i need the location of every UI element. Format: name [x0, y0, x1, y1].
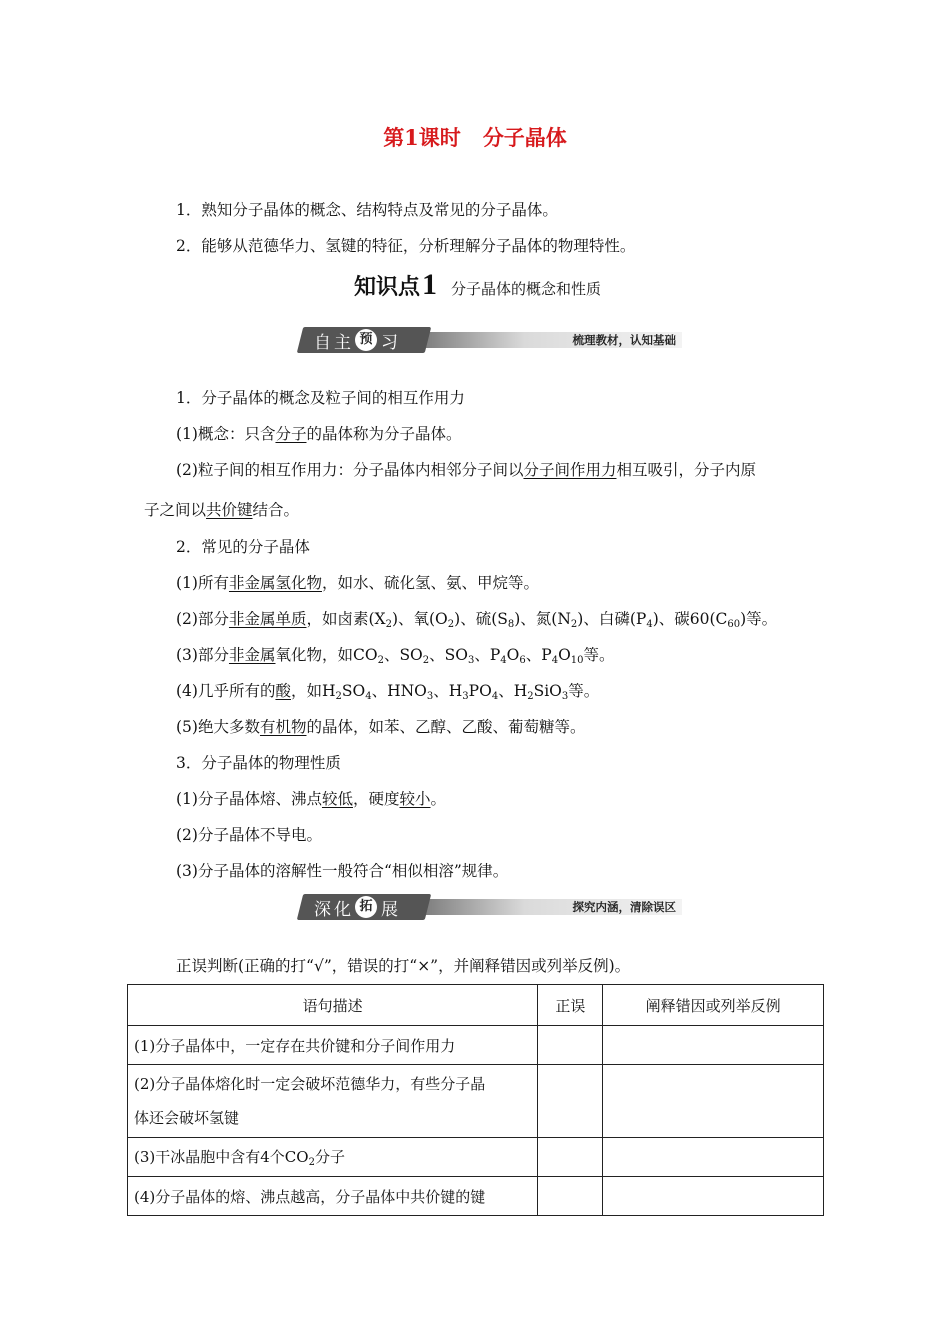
explanation-cell[interactable] [603, 1177, 824, 1216]
page-title [0, 122, 950, 152]
s2-item-5: (5)绝大多数有机物的晶体，如苯、乙醇、乙酸、葡萄糖等。 [176, 718, 586, 736]
answer-underline: 有机物 [259, 718, 307, 736]
lesson-topic: 分子晶体 [482, 125, 567, 150]
banner-title [314, 328, 401, 352]
verdict-cell[interactable] [538, 1065, 603, 1138]
verdict-cell[interactable] [538, 1026, 603, 1065]
knowledge-point-subtitle: 分子晶体的概念和性质 [451, 280, 602, 298]
s2-item-3: (3)部分非金属氧化物，如$CO_2$、$SO_2$、$SO_3$、$P_4O_6$、$P_4O_{10}$等。 [176, 646, 615, 666]
s3-item-1: (1)分子晶体熔、沸点较低，硬度较小。 [176, 790, 447, 808]
statement-cell: (2)分子晶体熔化时一定会破坏范德华力，有些分子晶 体还会破坏氢键 [128, 1065, 538, 1138]
statement-cell: (3)干冰晶胞中含有4个$CO_2$分子 [128, 1138, 538, 1177]
s3-heading: 3．分子晶体的物理性质 [176, 754, 341, 772]
knowledge-point-heading [354, 268, 601, 302]
answer-underline: 非金属 [228, 646, 276, 664]
banner-title-b: 习 [381, 332, 401, 353]
statement-cell: (4)分子晶体的熔、沸点越高，分子晶体中共价键的键 [128, 1177, 538, 1216]
knowledge-point-label: 知识点 [354, 275, 421, 300]
banner-circle: 拓 [355, 896, 377, 918]
answer-underline: 分子间作用力 [523, 461, 617, 479]
s2-item-1: (1)所有非金属氢化物，如水、硫化氢、氨、甲烷等。 [176, 574, 539, 592]
explanation-cell[interactable] [603, 1138, 824, 1177]
s3-item-2: (2)分子晶体不导电。 [176, 826, 322, 844]
s3-item-3: (3)分子晶体的溶解性一般符合“相似相溶”规律。 [176, 862, 509, 880]
statement-cell: (1)分子晶体中，一定存在共价键和分子间作用力 [128, 1026, 538, 1065]
lesson-number: 第1课时 [383, 125, 461, 150]
answer-underline: 较低 [321, 790, 353, 808]
s1-item-1: (1)概念：只含分子的晶体称为分子晶体。 [176, 425, 462, 443]
answer-underline: 共价键 [206, 501, 253, 519]
col-header-explanation: 阐释错因或列举反例 [603, 985, 824, 1026]
section-banner-extend [300, 894, 682, 920]
s1-heading: 1．分子晶体的概念及粒子间的相互作用力 [176, 389, 465, 407]
explanation-cell[interactable] [603, 1026, 824, 1065]
judge-intro: 正误判断(正确的打“√”，错误的打“×”，并阐释错因或列举反例)。 [176, 957, 631, 975]
section-banner-preview [300, 327, 682, 353]
s1-item-2-cont: 子之间以共价键结合。 [144, 501, 300, 519]
table-row [128, 1026, 824, 1065]
col-header-statement: 语句描述 [128, 985, 538, 1026]
answer-underline: 较小 [399, 790, 431, 808]
banner-subtitle: 探究内涵，清除误区 [572, 900, 676, 914]
judgement-table [127, 984, 824, 1216]
verdict-cell[interactable] [538, 1177, 603, 1216]
table-row [128, 1177, 824, 1216]
banner-title-b: 展 [381, 899, 401, 920]
banner-title [314, 895, 401, 919]
answer-underline: 酸 [275, 682, 291, 700]
banner-subtitle: 梳理教材，认知基础 [572, 333, 676, 347]
s1-item-2: (2)粒子间的相互作用力：分子晶体内相邻分子间以分子间作用力相互吸引，分子内原 [176, 461, 756, 479]
table-header-row [128, 985, 824, 1026]
explanation-cell[interactable] [603, 1065, 824, 1138]
answer-underline: 分子 [275, 425, 307, 443]
table-row [128, 1065, 824, 1138]
s2-heading: 2．常见的分子晶体 [176, 538, 310, 556]
answer-underline: 非金属氢化物 [228, 574, 322, 592]
s2-item-2: (2)部分非金属单质，如卤素$(X_2)$、氧$(O_2)$、硫$(S_8)$、氮$(N_2)$、白磷$(P_4)$、碳$60(C_{60})$等。 [176, 610, 778, 630]
table-row [128, 1138, 824, 1177]
answer-underline: 非金属单质 [228, 610, 307, 628]
s2-item-4: (4)几乎所有的酸，如$H_2SO_4$、$HNO_3$、$H_3PO_4$、$H_2SiO_3$等。 [176, 682, 600, 702]
banner-circle: 预 [355, 329, 377, 351]
knowledge-point-number: 1 [422, 268, 438, 301]
objective-1: 1．熟知分子晶体的概念、结构特点及常见的分子晶体。 [176, 201, 558, 219]
col-header-verdict: 正误 [538, 985, 603, 1026]
banner-title-a: 深化 [314, 899, 354, 920]
banner-title-a: 自主 [314, 332, 354, 353]
verdict-cell[interactable] [538, 1138, 603, 1177]
objective-2: 2．能够从范德华力、氢键的特征，分析理解分子晶体的物理特性。 [176, 237, 636, 255]
